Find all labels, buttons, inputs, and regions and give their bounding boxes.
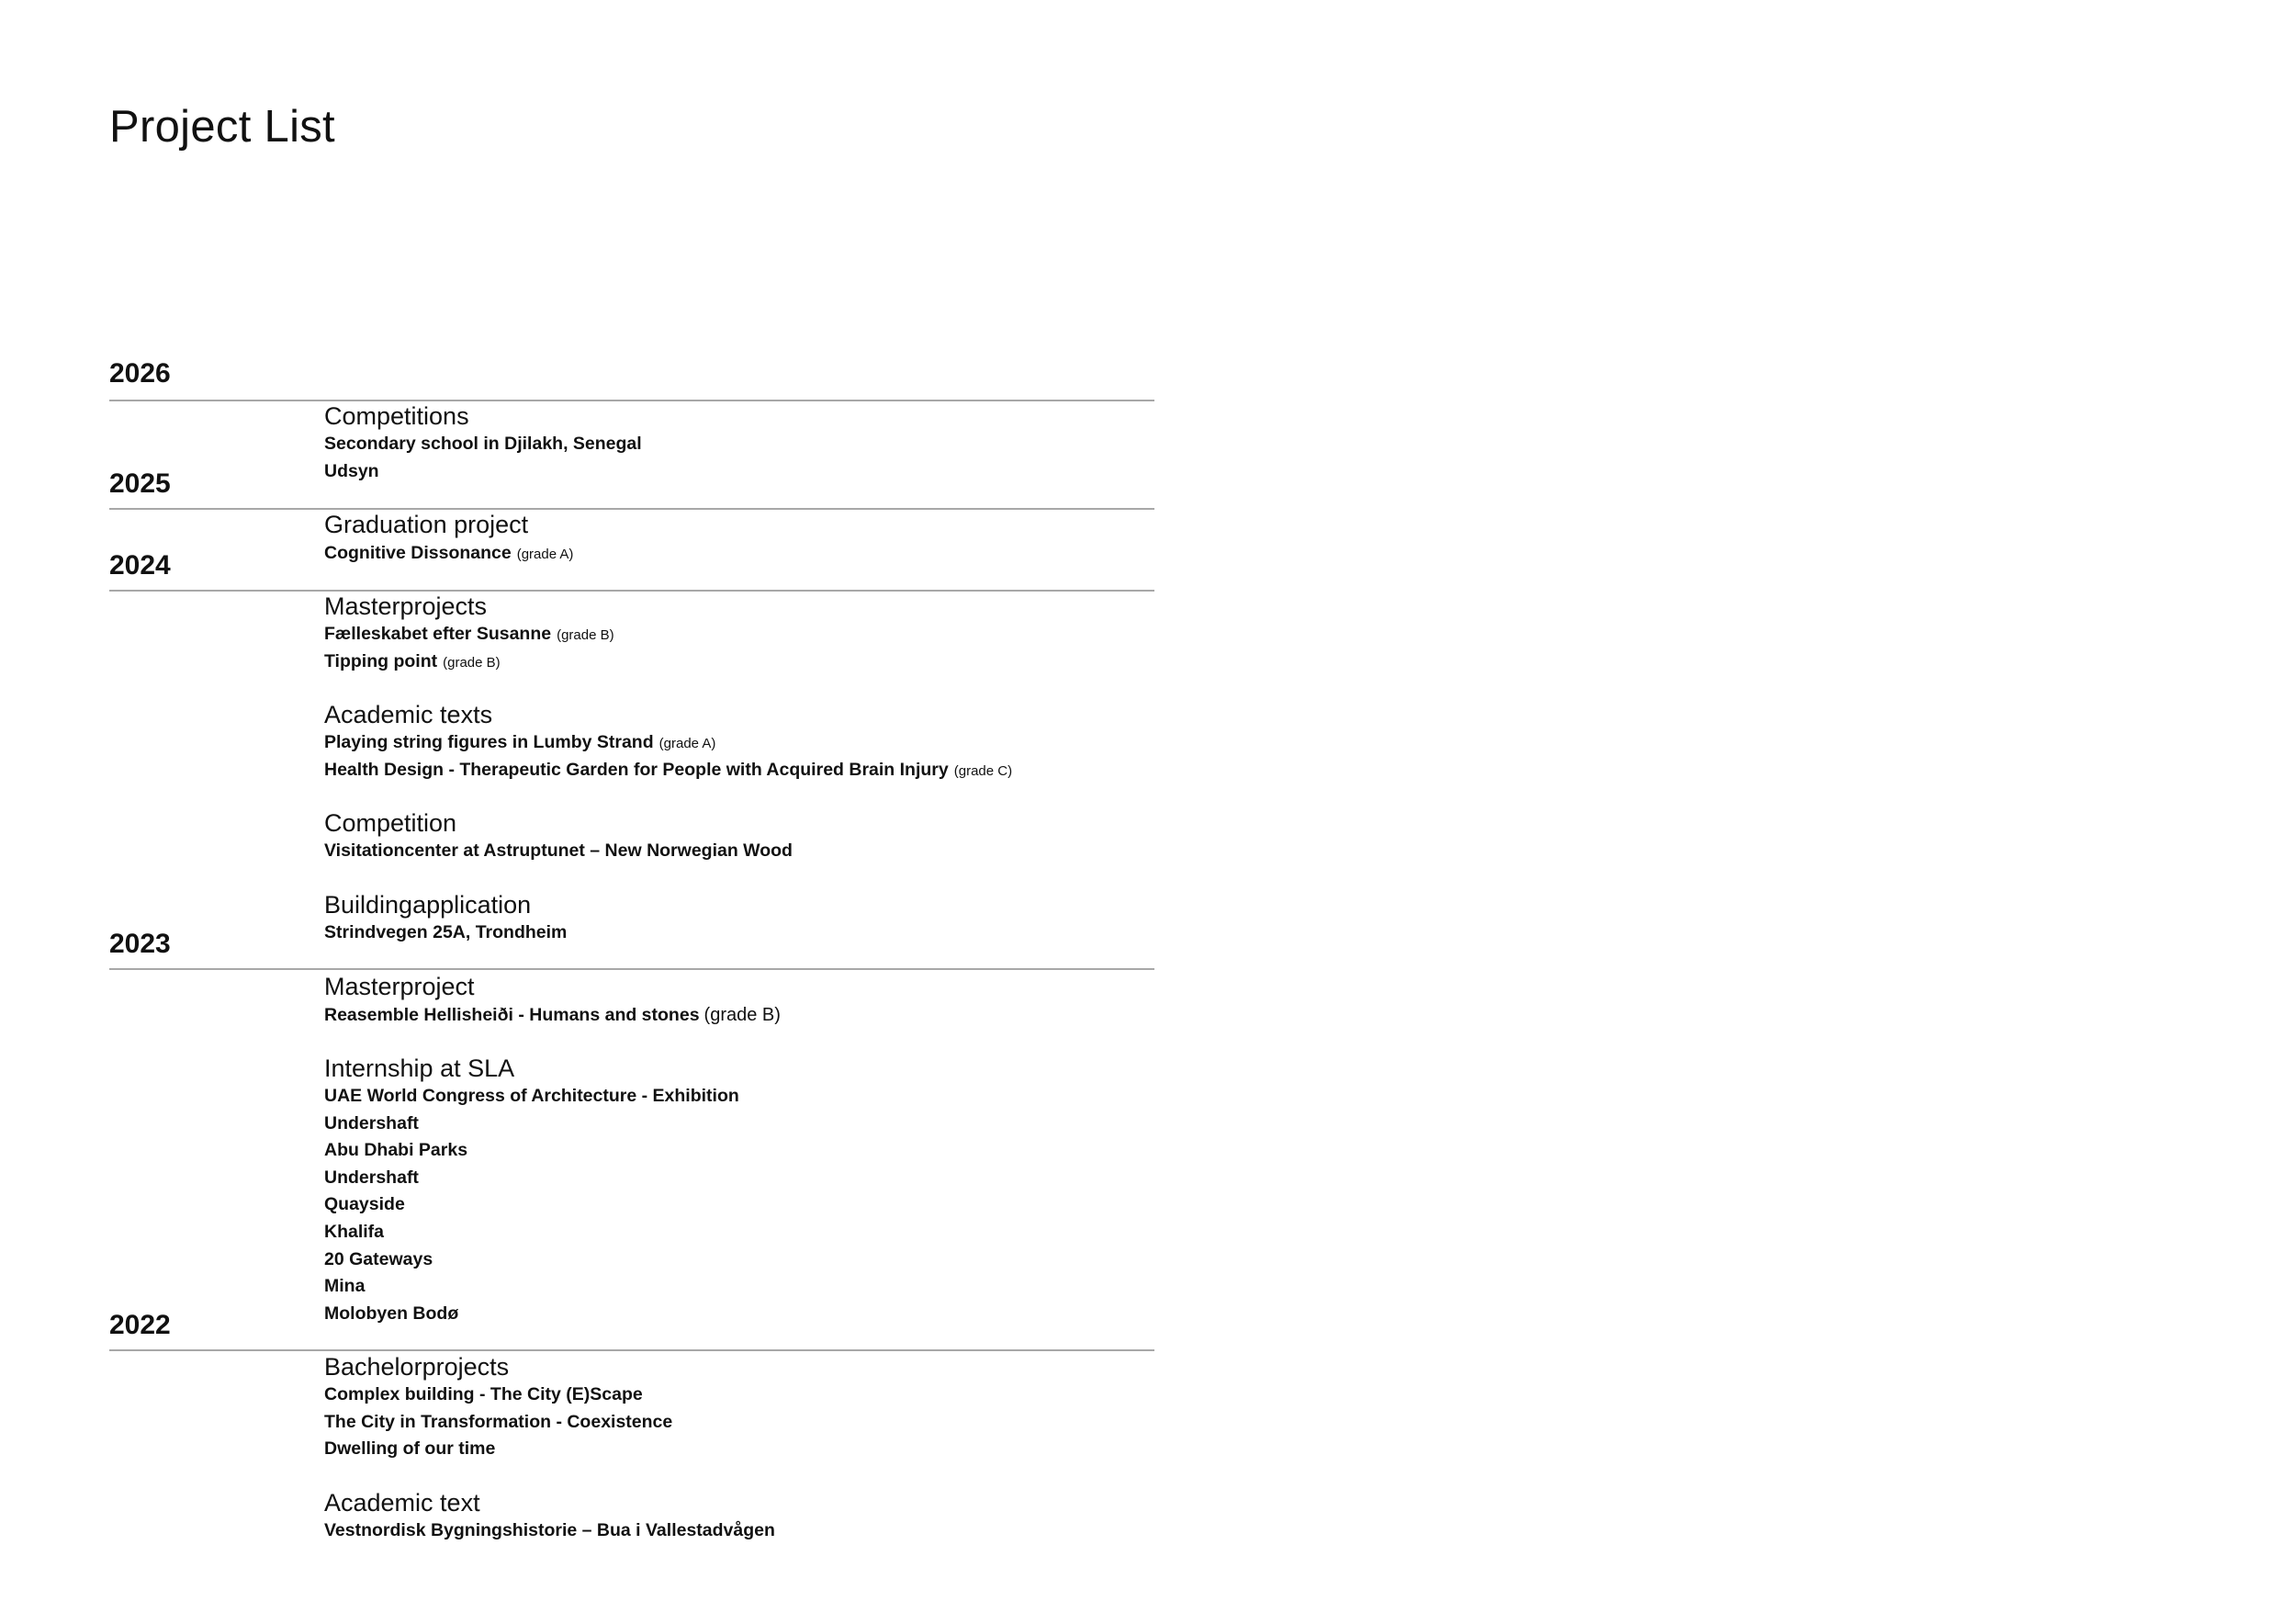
list-item: [324, 761, 1012, 780]
list-item: [324, 734, 715, 752]
list-item: Visitationcenter at Astruptunet – New Norwegian Wood: [324, 840, 793, 861]
year-label-2024: 2024: [109, 550, 171, 581]
list-item: [324, 626, 614, 644]
section-heading-competitions: Competitions: [324, 402, 469, 430]
list-item: Complex building - The City (E)Scape: [324, 1384, 643, 1404]
grade-label: (grade B): [443, 655, 501, 671]
grade-label: (grade C): [953, 763, 1013, 779]
item-name: Cognitive Dissonance: [324, 543, 512, 563]
list-item: The City in Transformation - Coexistence: [324, 1412, 673, 1432]
list-item: Undershaft: [324, 1113, 419, 1133]
list-item: 20 Gateways: [324, 1249, 433, 1269]
section-heading-bachelorprojects: Bachelorprojects: [324, 1353, 510, 1381]
list-item: Quayside: [324, 1194, 405, 1214]
year-label-2022: 2022: [109, 1310, 171, 1340]
list-item: Molobyen Bodø: [324, 1303, 459, 1324]
list-item: Abu Dhabi Parks: [324, 1140, 468, 1160]
list-item: Dwelling of our time: [324, 1438, 496, 1459]
divider-2023: [109, 968, 1154, 970]
list-item: Secondary school in Djilakh, Senegal: [324, 434, 642, 454]
section-heading-masterprojects: Masterprojects: [324, 592, 488, 620]
list-item: UAE World Congress of Architecture - Exhibition: [324, 1086, 739, 1106]
list-item: [324, 653, 501, 671]
list-item: Undershaft: [324, 1167, 419, 1188]
year-label-2026: 2026: [109, 358, 171, 389]
section-heading-academic-texts: Academic texts: [324, 701, 493, 728]
grade-label: (grade B): [703, 1005, 781, 1025]
list-item: [324, 545, 573, 563]
grade-label: (grade A): [516, 547, 574, 562]
divider-2026: [109, 400, 1154, 401]
section-heading-buildingapplication: Buildingapplication: [324, 891, 532, 919]
list-item: Udsyn: [324, 461, 379, 481]
list-item: Mina: [324, 1276, 366, 1296]
grade-label: (grade A): [658, 736, 716, 751]
item-name: Fælleskabet efter Susanne: [324, 624, 552, 644]
item-name: Playing string figures in Lumby Strand: [324, 732, 654, 752]
list-item: Strindvegen 25A, Trondheim: [324, 922, 568, 942]
section-heading-internship: Internship at SLA: [324, 1054, 515, 1082]
item-name: Health Design - Therapeutic Garden for People with Acquired Brain Injury: [324, 760, 949, 780]
section-heading-competition: Competition: [324, 809, 457, 837]
divider-2022: [109, 1349, 1154, 1351]
grade-label: (grade B): [557, 627, 614, 643]
item-name: Tipping point: [324, 651, 438, 671]
divider-2024: [109, 590, 1154, 592]
section-heading-masterproject: Masterproject: [324, 973, 475, 1000]
item-name: Reasemble Hellisheiði - Humans and stones: [324, 1005, 700, 1025]
section-heading-academic-text: Academic text: [324, 1489, 480, 1517]
divider-2025: [109, 508, 1154, 510]
list-item: Vestnordisk Bygningshistorie – Bua i Vallestadvågen: [324, 1520, 775, 1540]
section-heading-graduation: Graduation project: [324, 511, 529, 538]
year-label-2025: 2025: [109, 468, 171, 499]
list-item: [324, 1006, 781, 1025]
page-title: Project List: [109, 102, 335, 152]
list-item: Khalifa: [324, 1222, 385, 1242]
year-label-2023: 2023: [109, 929, 171, 959]
